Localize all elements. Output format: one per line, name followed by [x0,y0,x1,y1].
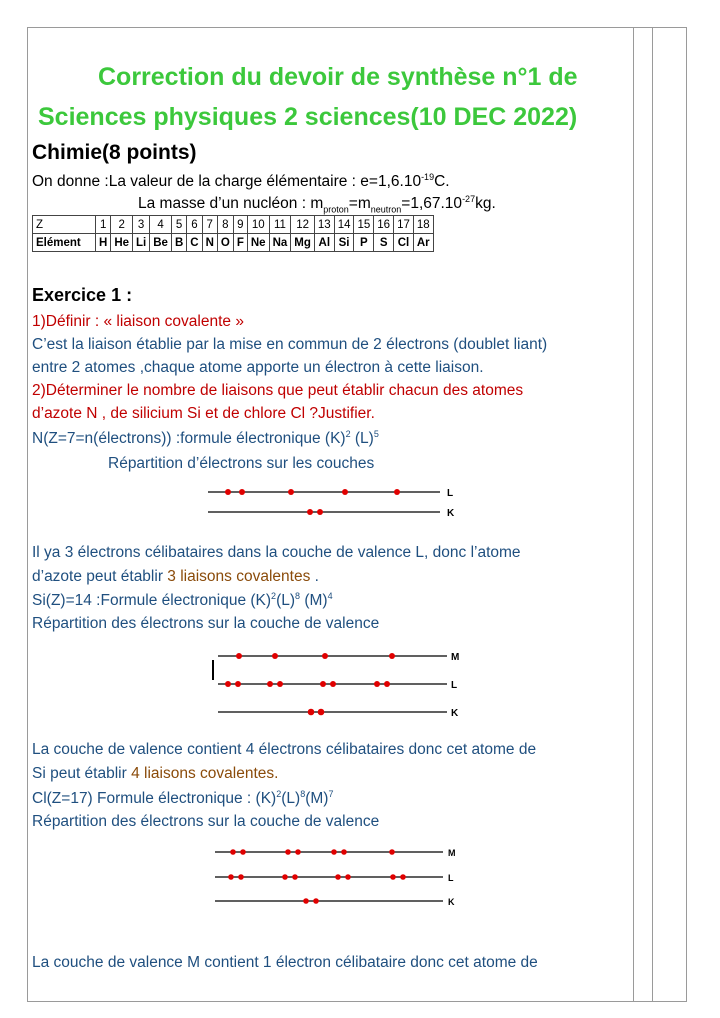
element-cell: F [233,234,247,252]
z-cell: 9 [233,216,247,234]
electron [230,849,236,855]
electron [238,874,244,880]
silicon-repartition-caption: Répartition des électrons sur la couche de valence [32,615,380,632]
exercise-heading: Exercice 1 : [32,285,133,305]
question-2-line-2: d’azote N , de silicium Si et de chlore Cl ?Justifier. [32,405,375,422]
z-label: Z [33,216,96,234]
shell-label-K: K [451,708,459,719]
z-cell: 8 [217,216,233,234]
answer-1-line-1: C’est la liaison établie par la mise en commun de 2 électrons (doublet liant) [32,336,548,353]
shell-label-L: L [448,873,454,883]
title-line-2: Sciences physiques 2 sciences(10 DEC 2022) [38,103,578,131]
chlorine-formula: Cl(Z=17) Formule électronique : $(K)^2(L)^8(M)^7$ [32,789,334,808]
z-cell: 14 [334,216,354,234]
element-cell: H [96,234,111,252]
chlorine-repartition-caption: Répartition des électrons sur la couche de valence [32,813,380,830]
z-cell: 5 [171,216,186,234]
element-label: Elément [33,234,96,252]
given-mass: La masse d’un nucléon : $m_{proton}=m_{neutron}=1,67.10^{-27}kg$. [138,194,496,215]
z-cell: 3 [133,216,150,234]
electron [389,849,395,855]
element-cell: Na [269,234,291,252]
title-line-1: Correction du devoir de synthèse n°1 de [98,63,578,91]
z-cell: 16 [374,216,394,234]
z-cell: 6 [187,216,202,234]
z-cell: 11 [269,216,291,234]
electron [295,849,301,855]
z-cell: 13 [314,216,334,234]
nitrogen-conclusion-line-2: d’azote peut établir 3 liaisons covalentes . [32,568,319,585]
z-cell: 4 [150,216,172,234]
electron [341,849,347,855]
element-cell: Li [133,234,150,252]
silicon-conclusion-line-2: Si peut établir 4 liaisons covalentes. [32,765,279,782]
nitrogen-formula: N(Z=7=n(électrons)) :formule électronique $(K)^2$ $(L)^5$ [32,429,379,448]
element-cell: Mg [291,234,315,252]
element-cell: S [374,234,394,252]
z-cell: 10 [247,216,269,234]
z-cell: 17 [394,216,414,234]
z-cell: 1 [96,216,111,234]
nitrogen-conclusion-line-1: Il ya 3 électrons célibataires dans la couche de valence L, donc l’atome [32,544,521,561]
silicon-formula: Si(Z)=14 :Formule électronique $(K)^2(L)^8$ $(M)^4$ [32,591,333,610]
element-cell: N [202,234,217,252]
element-cell: Si [334,234,354,252]
z-cell: 18 [413,216,433,234]
electron [390,874,396,880]
element-cell: He [111,234,133,252]
shell-label-M: M [448,848,456,858]
element-cell: Ar [413,234,433,252]
electron [282,874,288,880]
element-cell: Al [314,234,334,252]
electron [345,874,351,880]
answer-1-line-2: entre 2 atomes ,chaque atome apporte un électron à cette liaison. [32,359,484,376]
given-charge: On donne :La valeur de la charge élémentaire : $e=1,6.10^{-19}C$. [32,172,450,191]
question-1: 1)Définir : « liaison covalente » [32,313,244,330]
shell-label-K: K [447,508,455,519]
electron [240,849,246,855]
chlorine-conclusion-line-1: La couche de valence M contient 1 électron célibataire donc cet atome de [32,954,538,971]
section-heading: Chimie(8 points) [32,141,197,164]
shell-label-K: K [448,897,455,907]
electron [400,874,406,880]
element-cell: O [217,234,233,252]
element-cell: P [354,234,374,252]
shell-label-L: L [451,680,458,691]
nitrogen-repartition-caption: Répartition d’électrons sur les couches [108,455,375,472]
electron [292,874,298,880]
element-cell: B [171,234,186,252]
z-cell: 2 [111,216,133,234]
electron [285,849,291,855]
electron [303,898,309,904]
element-cell: Ne [247,234,269,252]
electron [331,849,337,855]
z-cell: 15 [354,216,374,234]
electron [335,874,341,880]
electron [313,898,319,904]
element-cell: Be [150,234,172,252]
element-cell: C [187,234,202,252]
shell-label-M: M [451,652,460,663]
element-cell: Cl [394,234,414,252]
question-2-line-1: 2)Déterminer le nombre de liaisons que peut établir chacun des atomes [32,382,524,399]
silicon-conclusion-line-1: La couche de valence contient 4 électrons célibataires donc cet atome de [32,741,537,758]
z-cell: 7 [202,216,217,234]
z-cell: 12 [291,216,315,234]
electron [228,874,234,880]
shell-label-L: L [447,488,454,499]
